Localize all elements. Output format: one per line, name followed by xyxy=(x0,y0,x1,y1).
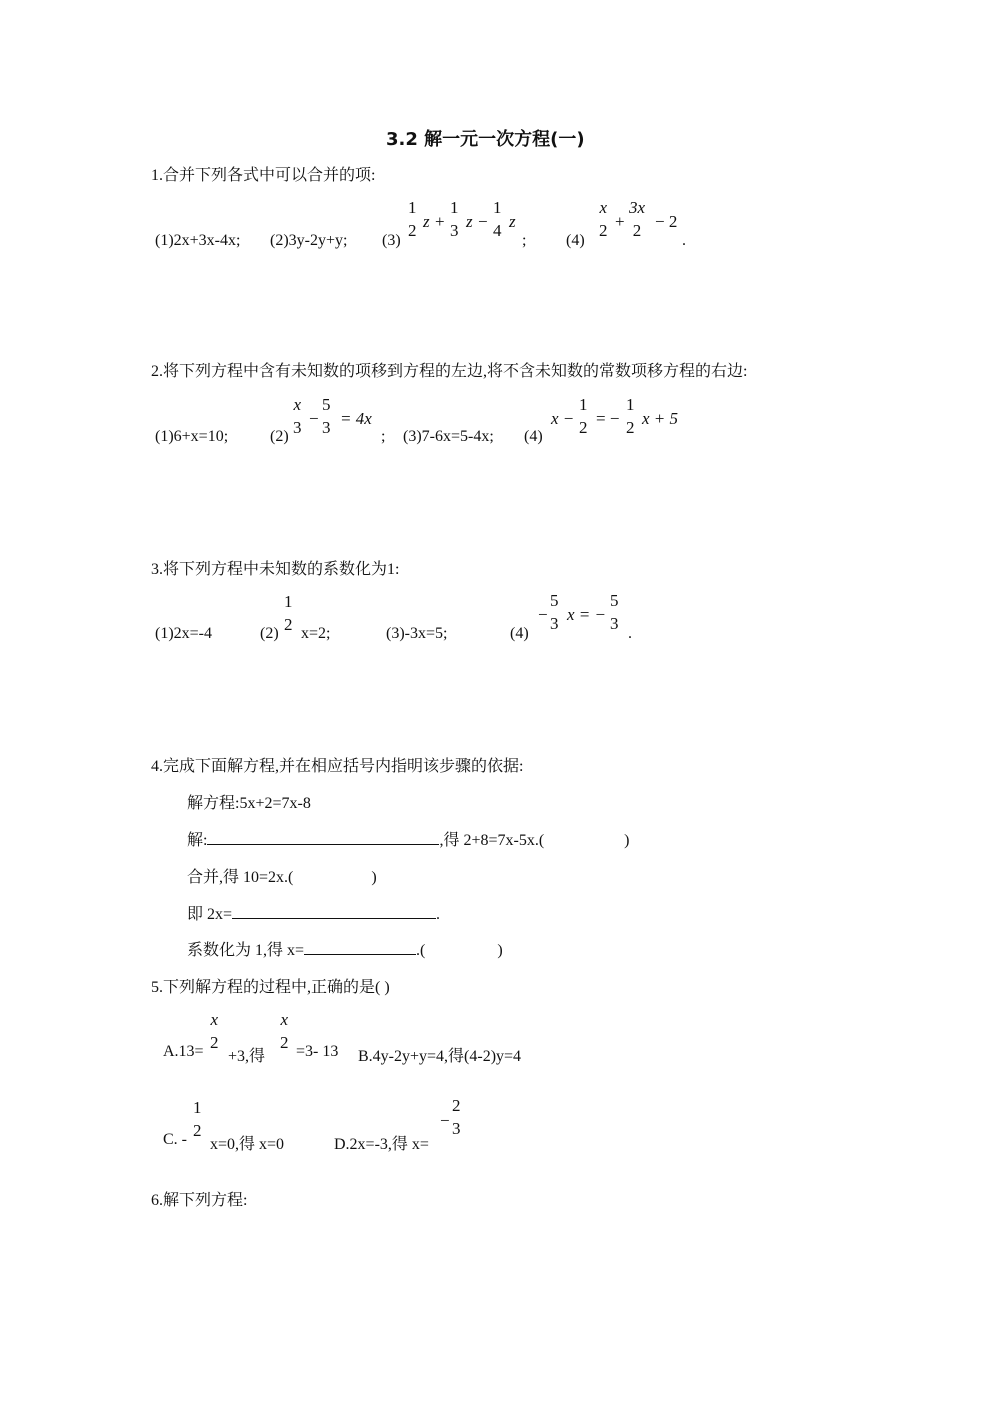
q4-line5 xyxy=(187,937,503,960)
q4-paren-blank-1[interactable] xyxy=(544,831,624,845)
q5-option-b: B.4y-2y+y=4,得(4-2)y=4 xyxy=(358,1048,522,1065)
q1-minus: − xyxy=(478,212,488,231)
q4-blank-3[interactable] xyxy=(304,940,416,955)
q2-frac-5-3: 5 3 xyxy=(322,395,331,437)
q2-x-plus-5: x + 5 xyxy=(642,409,679,428)
q4-line1: 解方程:5x+2=7x-8 xyxy=(187,795,311,812)
q4-line2-mid: ,得 2+8=7x-5x.( xyxy=(439,832,545,849)
q4-line4 xyxy=(187,901,440,924)
q5-option-d-1: D.2x=-3,得 x= xyxy=(334,1136,429,1153)
q2-eq-4x: = 4x xyxy=(340,409,372,428)
q5-option-a-1: A.13= xyxy=(163,1043,204,1060)
q2-part4-label: (4) xyxy=(524,428,543,445)
q2-part2-label: (2) xyxy=(270,428,289,445)
q1-plus: + xyxy=(435,212,445,231)
q3-prompt: 3.将下列方程中未知数的系数化为1: xyxy=(151,561,400,578)
q2-frac-x-3: x 3 xyxy=(293,395,302,437)
q4-prompt: 4.完成下面解方程,并在相应括号内指明该步骤的依据: xyxy=(151,758,524,775)
q3-frac-5-3a: 5 3 xyxy=(550,591,559,633)
q4-line2 xyxy=(187,827,630,850)
q2-part3: (3)7-6x=5-4x; xyxy=(403,428,494,445)
q2-minus: − xyxy=(309,409,319,428)
q1-plus-2: + xyxy=(615,212,625,231)
q1-frac-1-3: 1 3 xyxy=(450,198,459,240)
q1-minus-two: − 2 xyxy=(655,212,678,231)
q5-frac-x-2b: x 2 xyxy=(280,1010,289,1052)
q5-prompt: 5.下列解方程的过程中,正确的是( ) xyxy=(151,979,390,996)
q3-part2-tail: x=2; xyxy=(301,625,331,642)
q1-prompt: 1.合并下列各式中可以合并的项: xyxy=(151,167,376,184)
q3-part1: (1)2x=-4 xyxy=(155,625,213,642)
q6-prompt: 6.解下列方程: xyxy=(151,1192,248,1209)
q5-option-c-1: C. - xyxy=(163,1131,187,1148)
q3-frac-5-3b: 5 3 xyxy=(610,591,619,633)
q2-eq-minus: = − xyxy=(596,409,620,428)
q3-minus: − xyxy=(538,605,548,624)
q4-blank-1[interactable] xyxy=(207,830,439,845)
q1-frac-1-2: 1 2 xyxy=(408,198,417,240)
q4-line5-close: ) xyxy=(497,942,503,959)
q2-part1: (1)6+x=10; xyxy=(155,428,229,445)
q4-line2-close: ) xyxy=(624,832,630,849)
q4-line4-label: 即 2x= xyxy=(187,906,233,923)
q1-part1: (1)2x+3x-4x; xyxy=(155,232,241,249)
q2-frac-1-2b: 1 2 xyxy=(626,395,635,437)
q1-frac-3x-2: 3x 2 xyxy=(629,198,646,240)
q4-line5-label: 系数化为 1,得 x= xyxy=(187,942,305,959)
q1-period: . xyxy=(682,232,686,249)
q5-option-c-2: x=0,得 x=0 xyxy=(210,1136,285,1153)
q2-semicolon: ; xyxy=(381,428,386,445)
q5-frac-1-2: 1 2 xyxy=(193,1098,202,1140)
q2-frac-1-2a: 1 2 xyxy=(579,395,588,437)
q4-paren-blank-2[interactable] xyxy=(293,868,371,882)
q3-part4-label: (4) xyxy=(510,625,529,642)
q4-line3-label: 合并,得 10=2x.( xyxy=(187,869,294,886)
q3-part3: (3)-3x=5; xyxy=(386,625,448,642)
q1-var-z2: z xyxy=(466,212,473,231)
q5-minus: − xyxy=(440,1111,450,1130)
q4-line3 xyxy=(187,864,377,887)
q3-frac-1-2: 1 2 xyxy=(284,592,293,634)
q4-line4-period: . xyxy=(436,906,441,923)
q5-option-a-2: +3,得 xyxy=(228,1048,266,1065)
q1-part2: (2)3y-2y+y; xyxy=(270,232,348,249)
q5-option-a-3: =3- 13 xyxy=(296,1043,339,1060)
q3-x-eq-minus: x = − xyxy=(567,605,606,624)
q1-var-z1: z xyxy=(423,212,430,231)
q1-part3-label: (3) xyxy=(382,232,401,249)
q5-frac-x-2a: x 2 xyxy=(210,1010,219,1052)
q4-line3-close: ) xyxy=(371,869,377,886)
q4-line5-mid: .( xyxy=(416,942,426,959)
q1-semicolon: ; xyxy=(522,232,527,249)
q2-x-minus: x − xyxy=(551,409,575,428)
q4-blank-2[interactable] xyxy=(232,904,436,919)
q5-frac-2-3: 2 3 xyxy=(452,1096,461,1138)
q4-line2-label: 解: xyxy=(187,832,208,849)
q3-part2-label: (2) xyxy=(260,625,279,642)
q1-frac-x-2: x 2 xyxy=(599,198,608,240)
q1-var-z3: z xyxy=(509,212,516,231)
q2-prompt: 2.将下列方程中含有未知数的项移到方程的左边,将不含未知数的常数项移方程的右边: xyxy=(151,363,748,380)
page-title: 3.2 解一元一次方程(一) xyxy=(386,129,585,150)
q1-frac-1-4: 1 4 xyxy=(493,198,502,240)
q1-part4-label: (4) xyxy=(566,232,585,249)
q3-period: . xyxy=(628,625,632,642)
q4-paren-blank-3[interactable] xyxy=(425,941,497,955)
